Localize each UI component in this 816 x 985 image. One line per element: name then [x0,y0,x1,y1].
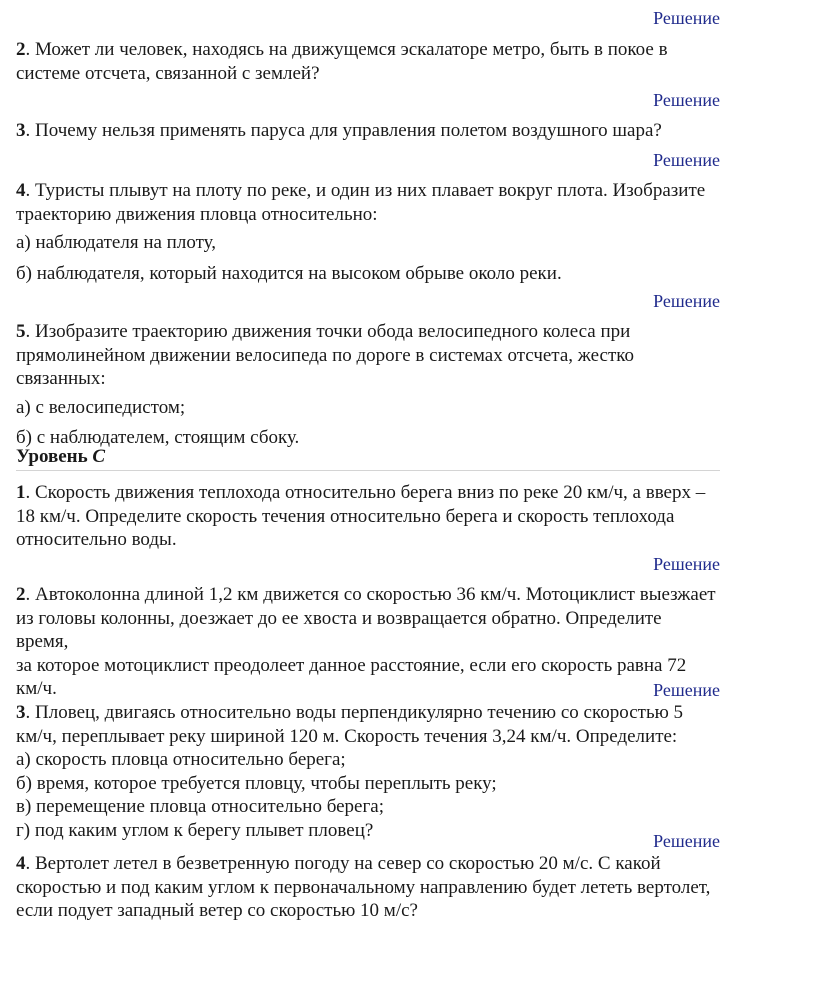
task-text-line: из головы колонны, доезжает до ее хвоста и возвращается обратно. Определите время, [16,607,662,652]
level-letter: C [92,446,106,467]
task-text-line: км/ч, переплывает реку шириной 120 м. Скорость течения 3,24 км/ч. Определите: [16,725,678,747]
task-number: 2 [16,39,26,60]
task-number: 1 [16,482,26,503]
task-item: б) с наблюдателем, стоящим сбоку. [16,427,300,448]
task-text-line: прямолинейном движении велосипеда по дороге в системах отсчета, жестко [16,344,635,366]
task-b2: 2. Может ли человек, находясь на движущемся эскалаторе метро, быть в покое в системе отсчета, связанной с землей? [16,39,668,84]
task-number: 3 [16,120,26,141]
task-b5: 5. Изобразите траекторию движения точки обода велосипедного колеса при прямолинейном движении велосипеда по дороге в системах отсчета, жестко связанных: [16,321,635,389]
task-text-line: Пловец, двигаясь относительно воды перпендикулярно течению со скоростью 5 [35,702,684,723]
solution-link[interactable]: Решение [653,554,720,574]
task-text-line: Почему нельзя применять паруса для управления полетом воздушного шара? [35,120,662,141]
solution-link[interactable]: Решение [653,8,720,28]
task-b3: 3. Почему нельзя применять паруса для управления полетом воздушного шара? [16,120,662,141]
task-number: 4 [16,180,26,201]
solution-link[interactable]: Решение [653,150,720,170]
task-text-line: относительно воды. [16,529,177,550]
task-c4: 4. Вертолет летел в безветренную погоду на север со скоростью 20 м/с. С какой скоростью и под каким углом к первоначальному направлению будет лететь вертолет, если подует западный ветер со скоростью 10 м/с? [16,853,711,921]
task-text-line: траекторию движения пловца относительно: [16,203,378,225]
task-text-line: Изобразите траекторию движения точки обода велосипедного колеса при [35,321,631,342]
task-text-line: связанных: [16,368,106,389]
task-text-line: Может ли человек, находясь на движущемся эскалаторе метро, быть в покое в [35,39,668,60]
task-text-line: км/ч. [16,678,57,699]
task-c1: 1. Скорость движения теплохода относительно берега вниз по реке 20 км/ч, а вверх – 18 км/ч. Определите скорость течения относительно берега и скорость теплохода относительно воды. [16,482,706,550]
solution-link[interactable]: Решение [653,291,720,311]
solution-link[interactable]: Решение [653,680,720,700]
task-item: в) перемещение пловца относительно берега; [16,796,384,817]
task-text-line: 18 км/ч. Определите скорость течения относительно берега и скорость теплохода [16,505,675,527]
divider [16,470,720,471]
task-number: 4 [16,853,26,874]
task-item: г) под каким углом к берегу плывет пловец? [16,819,374,841]
solution-link[interactable]: Решение [653,90,720,110]
task-item: б) время, которое требуется пловцу, чтобы переплыть реку; [16,772,497,794]
task-c3: 3. Пловец, двигаясь относительно воды перпендикулярно течению со скоростью 5 км/ч, переплывает реку шириной 120 м. Скорость течения 3,24 км/ч. Определите: а) скорость пловца относительно берега; б) время, которое требуется пловцу, чтобы переплыть реку; в) перемещение пловца относительно берега; г) под каким углом к берегу плывет пловец? [16,702,684,841]
task-item: б) наблюдателя, который находится на высоком обрыве около реки. [16,263,562,284]
task-text-line: Автоколонна длиной 1,2 км движется со скоростью 36 км/ч. Мотоциклист выезжает [35,584,716,605]
task-text-line: Скорость движения теплохода относительно берега вниз по реке 20 км/ч, а вверх – [35,482,706,503]
task-number: 5 [16,321,26,342]
task-item: а) скорость пловца относительно берега; [16,749,346,770]
task-text-line: если подует западный ветер со скоростью 10 м/с? [16,900,418,921]
level-heading-text: Уровень [16,446,88,467]
task-text-line: Туристы плывут на плоту по реке, и один из них плавает вокруг плота. Изобразите [35,180,706,201]
solution-link[interactable]: Решение [653,831,720,851]
task-item: а) наблюдателя на плоту, [16,232,216,253]
task-text-line: скоростью и под каким углом к первоначальному направлению будет лететь вертолет, [16,876,711,898]
task-c2: 2. Автоколонна длиной 1,2 км движется со скоростью 36 км/ч. Мотоциклист выезжает из головы колонны, доезжает до ее хвоста и возвращается обратно. Определите время, за которое мотоциклист преодолеет данное расстояние, если его скорость равна 72 км/ч. [16,584,716,699]
task-text-line: системе отсчета, связанной с землей? [16,62,320,84]
task-number: 3 [16,702,26,723]
task-number: 2 [16,584,26,605]
task-text-line: Вертолет летел в безветренную погоду на север со скоростью 20 м/с. С какой [35,853,661,874]
level-heading [16,446,105,468]
task-b4: 4. Туристы плывут на плоту по реке, и один из них плавает вокруг плота. Изобразите траекторию движения пловца относительно: [16,180,706,225]
task-item: а) с велосипедистом; [16,397,186,418]
task-text-line: за которое мотоциклист преодолеет данное расстояние, если его скорость равна 72 [16,654,687,676]
